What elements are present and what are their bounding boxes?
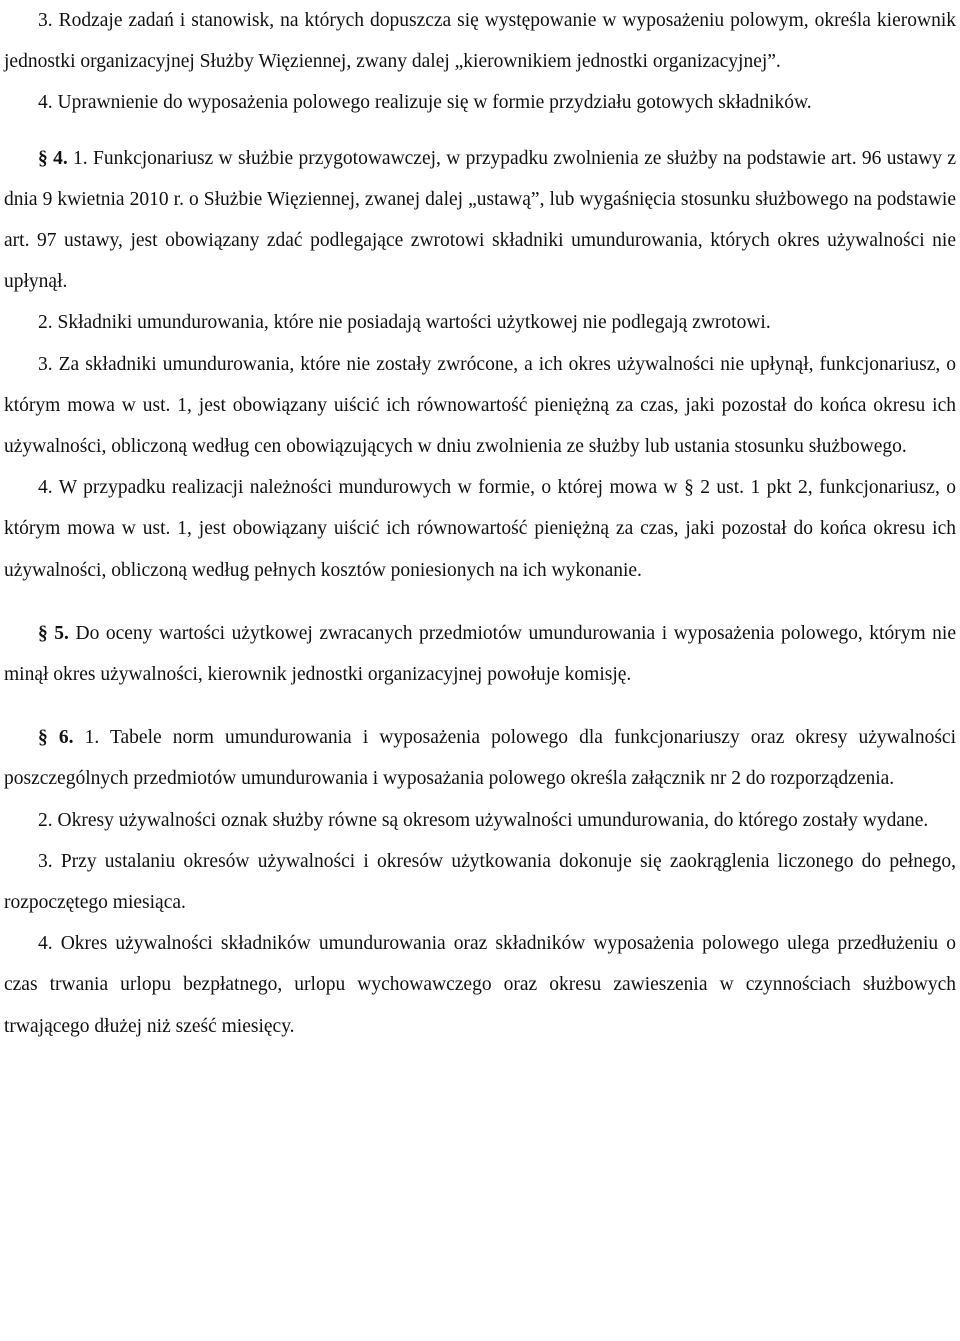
section-6-number: § 6. <box>38 727 74 749</box>
section-gap <box>4 591 956 613</box>
section-5-paragraph <box>4 613 956 695</box>
section-4-paragraph-4: 4. W przypadku realizacji należności mundurowych w formie, o której mowa w § 2 ust. 1 pkt 2, funkcjonariusz, o którym mowa w ust. 1, jest obowiązany uiścić ich równowartość pieniężną za czas, jaki pozostał do końca okresu ich używalności, obliczoną według pełnych kosztów poniesionych na ich wykonanie. <box>4 477 956 581</box>
section-5-paragraph-text: Do oceny wartości użytkowej zwracanych przedmiotów umundurowania i wyposażenia polowego, którym nie minął okres używalności, kierownik jednostki organizacyjnej powołuje komisję. <box>4 622 957 686</box>
paragraph-3-task-types: 3. Rodzaje zadań i stanowisk, na których dopuszcza się występowanie w wyposażeniu polowym, określa kierownik jednostki organizacyjnej Służby Więziennej, zwany dalej „kierownikiem jednostki organizacyjnej”. <box>4 10 956 73</box>
section-4-paragraph-1-text: 1. Funkcjonariusz w służbie przygotowawczej, w przypadku zwolnienia ze służby na podstawie art. 96 ustawy z dnia 9 kwietnia 2010 r. o Służbie Więziennej, zwanej dalej „ustawą”, lub wygaśnięcia stosunku służbowego na podstawie art. 97 ustawy, jest obowiązany zdać podlegające zwrotowi składniki umundurowania, których okres używalności nie upłynął. <box>4 147 956 293</box>
section-5-number: § 5. <box>38 622 69 644</box>
section-gap <box>4 695 956 717</box>
paragraph-4-field-equipment-entitlement: 4. Uprawnienie do wyposażenia polowego realizuje się w formie przydziału gotowych składników. <box>38 92 812 114</box>
section-gap <box>4 124 956 138</box>
section-4-paragraph-2: 2. Składniki umundurowania, które nie posiadają wartości użytkowej nie podlegają zwrotowi. <box>38 312 771 334</box>
section-6-paragraph-2: 2. Okresy używalności oznak służby równe są okresom używalności umundurowania, do którego zostały wydane. <box>38 809 929 831</box>
section-6-paragraph-3: 3. Przy ustalaniu okresów używalności i okresów użytkowania dokonuje się zaokrąglenia liczonego do pełnego, rozpoczętego miesiąca. <box>4 850 956 914</box>
section-6-paragraph-1 <box>4 717 956 799</box>
section-4-number: § 4. <box>38 147 68 169</box>
section-6-paragraph-4: 4. Okres używalności składników umundurowania oraz składników wyposażenia polowego ulega przedłużeniu o czas trwania urlopu bezpłatnego, urlopu wychowawczego oraz okresu zawieszenia w czynnościach służbowych trwającego dłużej niż sześć miesięcy. <box>4 933 956 1037</box>
section-4-paragraph-3: 3. Za składniki umundurowania, które nie zostały zwrócone, a ich okres używalności nie upłynął, funkcjonariusz, o którym mowa w ust. 1, jest obowiązany uiścić ich równowartość pieniężną za czas, jaki pozostał do końca okresu ich używalności, obliczoną według cen obowiązujących w dniu zwolnienia ze służby lub ustania stosunku służbowego. <box>4 353 956 458</box>
document-page <box>4 0 956 1047</box>
section-4-paragraph-1 <box>4 138 956 303</box>
section-6-paragraph-1-text: 1. Tabele norm umundurowania i wyposażenia polowego dla funkcjonariuszy oraz okresy używalności poszczególnych przedmiotów umundurowania i wyposażania polowego określa załącznik nr 2 do rozporządzenia. <box>4 727 956 790</box>
